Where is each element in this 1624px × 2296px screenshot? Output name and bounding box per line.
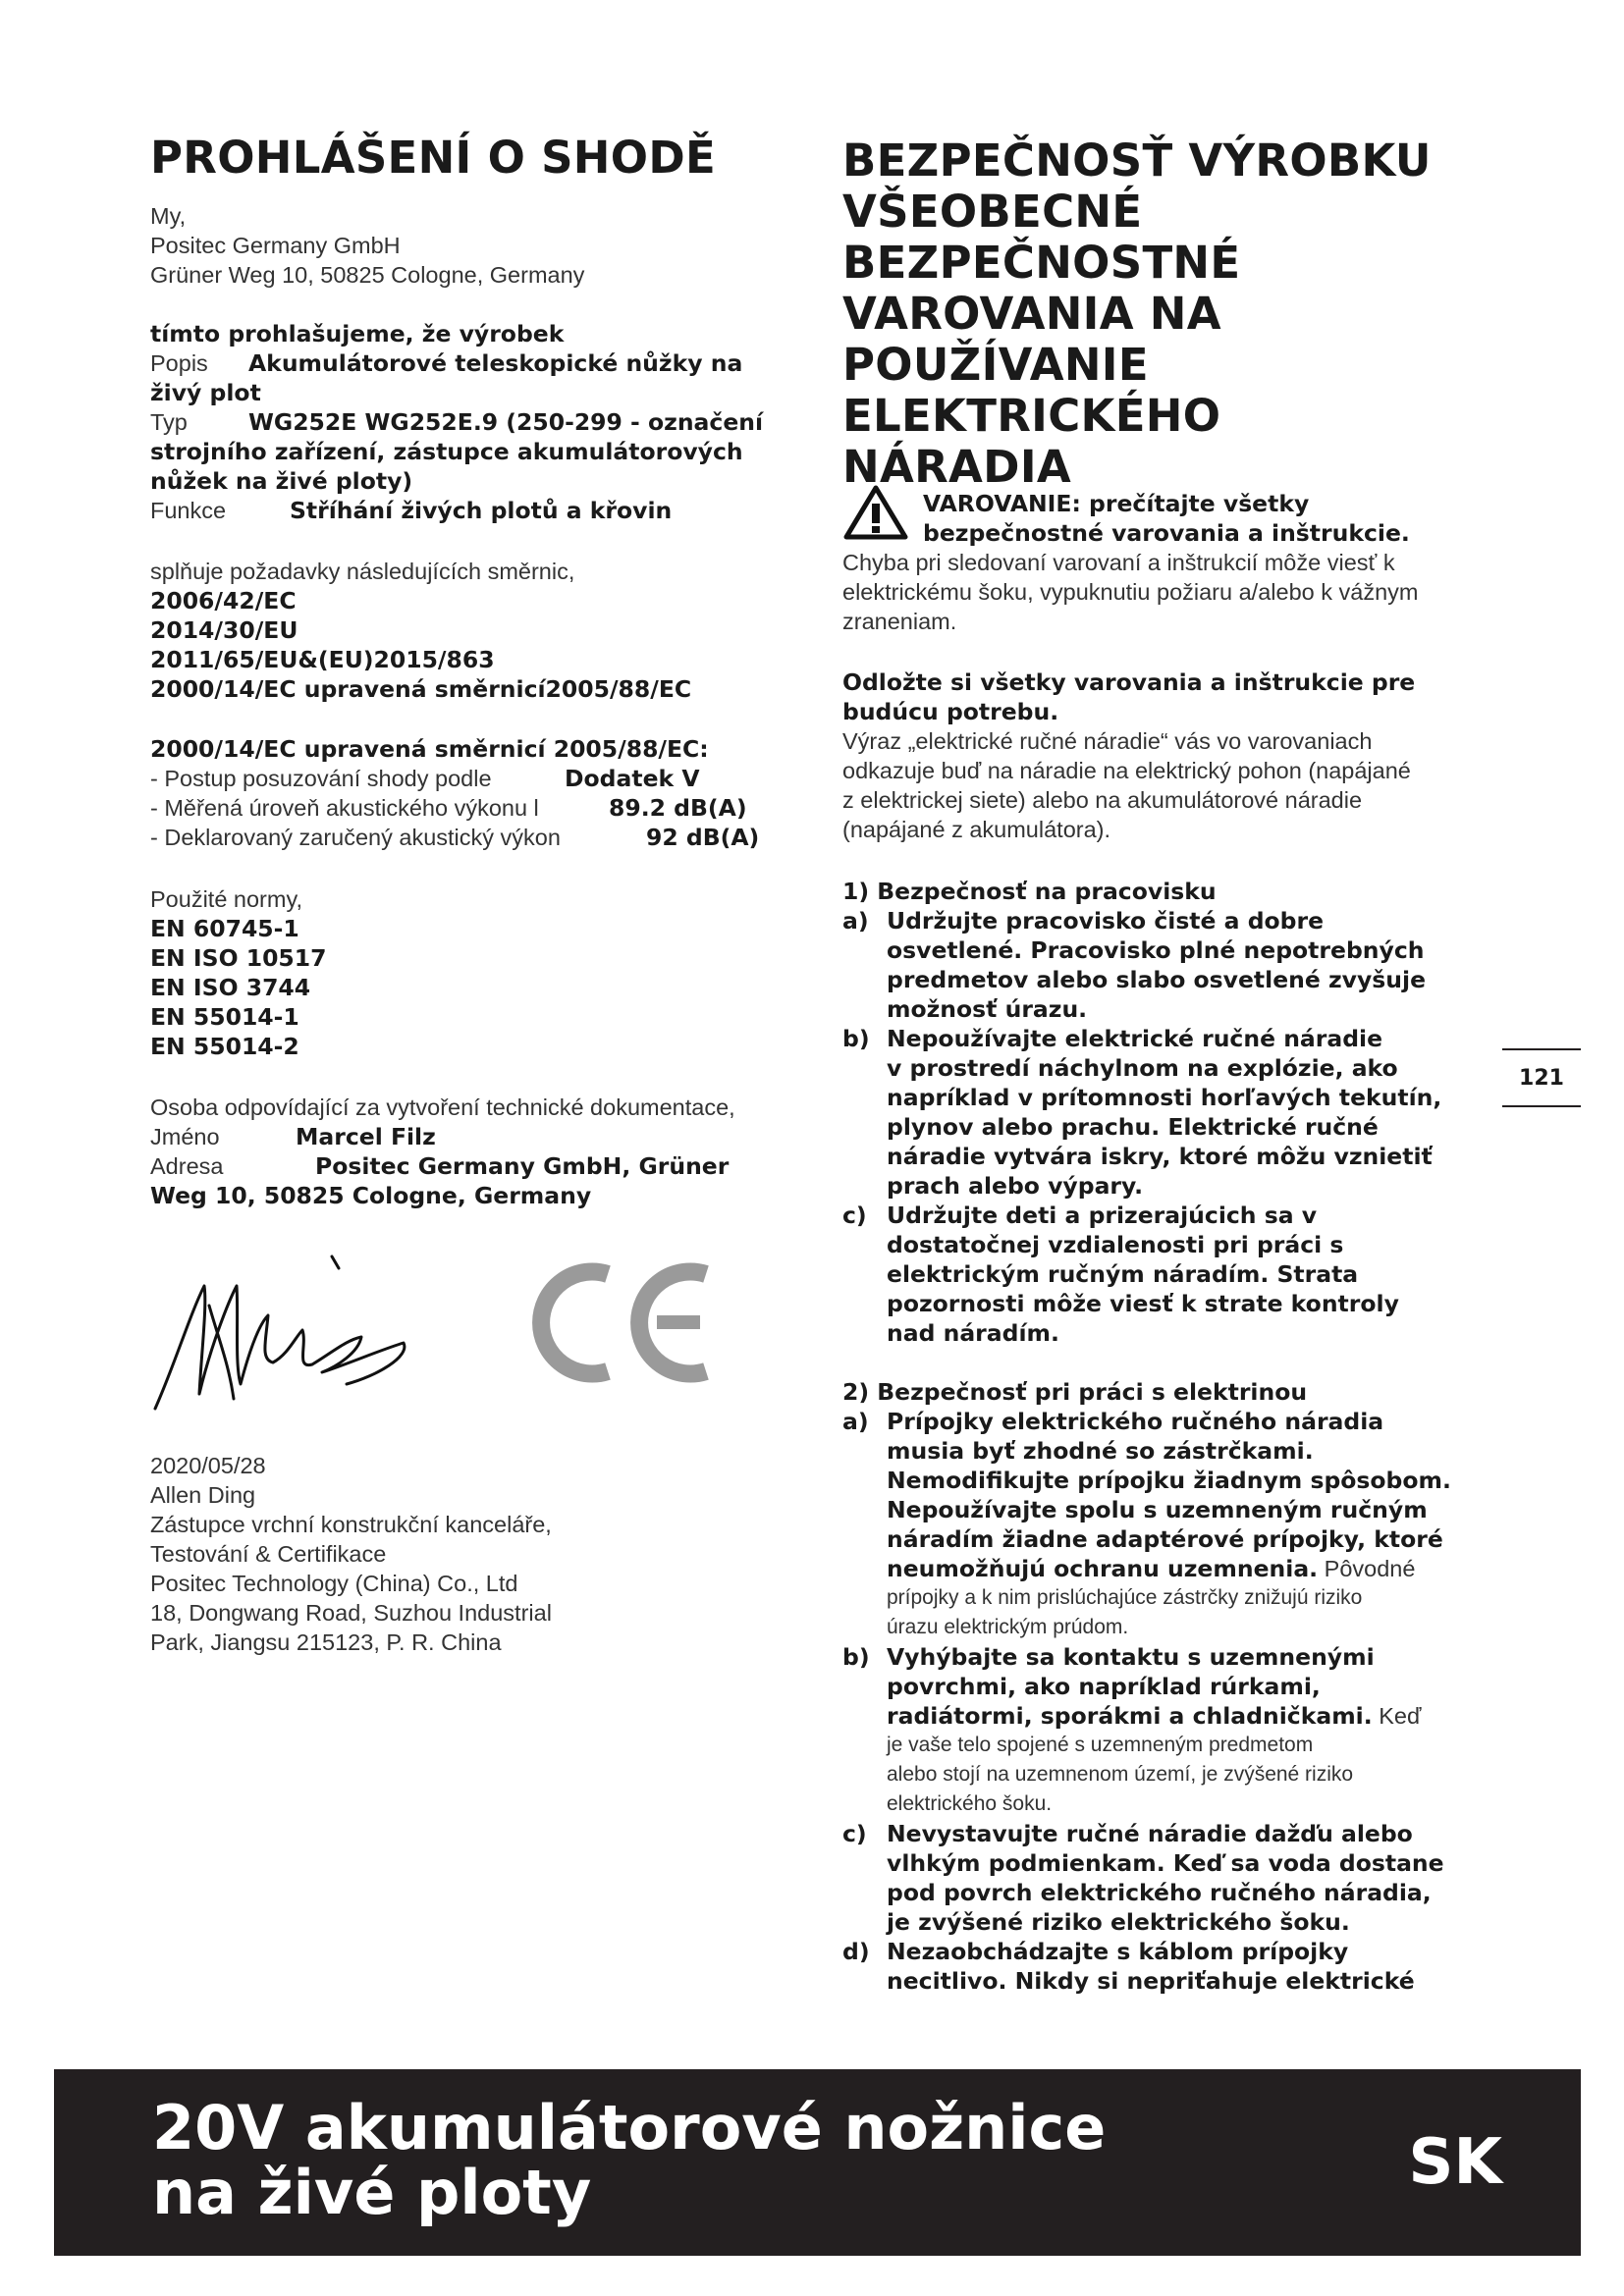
s2-item-b [842, 1642, 1490, 1819]
item-line: prípojky a k nim prislúchajúce zástrčky znižujú riziko [887, 1586, 1363, 1609]
standard-item: EN 55014-1 [150, 1003, 299, 1031]
typ-label: Typ [150, 409, 188, 435]
language-code: SK [1408, 2126, 1502, 2199]
noise-value: 92 dB(A) [646, 824, 760, 851]
warning-bold [923, 489, 1410, 548]
signoff-line: Zástupce vrchní konstrukční kanceláře, [150, 1512, 552, 1537]
keep-bold-line: Odložte si všetky varovania a inštrukcie pre [842, 668, 1416, 696]
item-marker: a) [842, 907, 869, 934]
footer-title-line: na živé ploty [152, 2157, 592, 2228]
standards-block [150, 884, 327, 1061]
section-1-title: 1) Bezpečnosť na pracovisku [842, 878, 1217, 905]
footer-title-line: 20V akumulátorové nožnice [152, 2092, 1107, 2163]
s2-item-c [842, 1819, 1490, 1937]
item-line: Udržujte pracovisko čisté a dobre [887, 907, 1325, 934]
typ-value-cont: nůžek na živé ploty) [150, 467, 413, 495]
item-line: Nevystavujte ručné náradie dažďu alebo [887, 1820, 1413, 1847]
item-marker: b) [842, 1025, 870, 1052]
intro-line: Positec Germany GmbH [150, 233, 401, 258]
noise-value: 89.2 dB(A) [609, 794, 747, 822]
adresa-label: Adresa [150, 1153, 224, 1179]
signoff-line: 18, Dongwang Road, Suzhou Industrial [150, 1600, 552, 1626]
signoff-line: Allen Ding [150, 1482, 256, 1508]
item-line: vlhkým podmienkam. Keď sa voda dostane [887, 1849, 1444, 1877]
keep-text-line: Výraz „elektrické ručné náradie“ vás vo varovaniach [842, 728, 1373, 754]
s1-item-c [842, 1201, 1490, 1348]
item-line: elektrickým ručným náradím. Strata [887, 1260, 1359, 1288]
signoff-line: Positec Technology (China) Co., Ltd [150, 1571, 518, 1596]
tech-doc-intro: Osoba odpovídající za vytvoření technické dokumentace, [150, 1095, 735, 1120]
noise-label: - Postup posuzování shody podle [150, 766, 492, 791]
keep-instructions-block [842, 667, 1415, 844]
item-line: Nezaobchádzajte s káblom prípojky [887, 1938, 1349, 1965]
warning-text [842, 548, 1418, 636]
safety-heading-line: BEZPEČNOSTNÉ [842, 237, 1241, 289]
ce-mark-icon [531, 1256, 718, 1389]
signoff-line: Testování & Certifikace [150, 1541, 387, 1567]
directives-intro: splňuje požadavky následujících směrnic, [150, 559, 575, 584]
item-line: povrchmi, ako napríklad rúrkami, [887, 1673, 1321, 1700]
directives-block [150, 557, 691, 704]
declare-line: tímto prohlašujeme, že výrobek [150, 320, 565, 347]
item-line: Nepoužívajte spolu s uzemneným ručným [887, 1496, 1428, 1523]
section-2-title: 2) Bezpečnosť pri práci s elektrinou [842, 1378, 1308, 1406]
warning-text-line: zraneniam. [842, 609, 957, 634]
item-line: plynov alebo prachu. Elektrické ručné [887, 1113, 1379, 1141]
footer-title [152, 2092, 1107, 2228]
adresa-value: Positec Germany GmbH, Grüner [315, 1152, 730, 1180]
item-line-bold: neumožňujú ochranu uzemnenia. [887, 1555, 1319, 1582]
footer-banner [54, 2069, 1581, 2256]
warning-text-line: elektrickému šoku, vypuknutiu požiaru a/alebo k vážnym [842, 579, 1419, 605]
item-line-reg: Pôvodné [1318, 1556, 1416, 1581]
standard-item: EN ISO 3744 [150, 974, 311, 1001]
item-line: nad náradím. [887, 1319, 1059, 1347]
item-line: Vyhýbajte sa kontaktu s uzemnenými [887, 1643, 1375, 1671]
adresa-value-cont: Weg 10, 50825 Cologne, Germany [150, 1182, 592, 1209]
jmeno-label: Jméno [150, 1124, 220, 1149]
safety-heading-line: ELEKTRICKÉHO [842, 390, 1221, 442]
tech-doc-block [150, 1093, 838, 1210]
s2-item-a [842, 1407, 1490, 1642]
signoff-block [150, 1451, 552, 1657]
item-line: je vaše telo spojené s uzemneným predmetom [887, 1734, 1314, 1756]
item-line: pod povrch elektrického ručného náradia, [887, 1879, 1432, 1906]
item-line: náradie vytvára iskry, ktoré môžu vznietiť [887, 1143, 1433, 1170]
item-line: Prípojky elektrického ručného náradia [887, 1408, 1384, 1435]
standard-item: EN 60745-1 [150, 915, 299, 942]
page-number-rule-top [1502, 1048, 1581, 1050]
keep-bold-line: budúcu potrebu. [842, 698, 1059, 725]
item-line: Nemodifikujte prípojku žiadnym spôsobom. [887, 1467, 1451, 1494]
noise-label: - Měřená úroveň akustického výkonu l [150, 795, 539, 821]
safety-heading [842, 135, 1432, 493]
safety-heading-line: POUŽÍVANIE [842, 339, 1149, 391]
funkce-value: Stříhání živých plotů a křovin [290, 497, 673, 524]
item-line: predmetov alebo slabo osvetlené zvyšuje [887, 966, 1427, 993]
item-marker: c) [842, 1820, 867, 1847]
item-line: musia byť zhodné so zástrčkami. [887, 1437, 1314, 1465]
item-marker: c) [842, 1201, 867, 1229]
item-line: Udržujte deti a prizerajúcich sa v [887, 1201, 1318, 1229]
warning-line: bezpečnostné varovania a inštrukcie. [923, 519, 1410, 547]
page-number-rule-bottom [1502, 1105, 1581, 1107]
item-line: osvetlené. Pracovisko plné nepotrebných [887, 936, 1425, 964]
popis-label: Popis [150, 350, 208, 376]
item-line: prach alebo výpary. [887, 1172, 1144, 1200]
popis-value-cont: živý plot [150, 379, 261, 406]
directive-item: 2006/42/EC [150, 587, 297, 614]
item-marker: b) [842, 1643, 870, 1671]
product-block [150, 319, 828, 525]
item-line: náradím žiadne adaptérové prípojky, ktoré [887, 1525, 1443, 1553]
item-line: úrazu elektrickým prúdom. [887, 1616, 1129, 1638]
noise-label: - Deklarovaný zaručený akustický výkon [150, 825, 561, 850]
standard-item: EN 55014-2 [150, 1033, 299, 1060]
intro-line: My, [150, 203, 187, 229]
item-line: dostatočnej vzdialenosti pri práci s [887, 1231, 1344, 1258]
signature-image [150, 1247, 464, 1423]
item-line: Nepoužívajte elektrické ručné náradie [887, 1025, 1383, 1052]
signoff-line: 2020/05/28 [150, 1453, 266, 1478]
s1-item-b [842, 1024, 1490, 1201]
item-line: je zvýšené riziko elektrického šoku. [887, 1908, 1350, 1936]
item-marker: a) [842, 1408, 869, 1435]
s1-item-a [842, 906, 1490, 1024]
keep-text-line: odkazuje buď na náradie na elektrický pohon (napájané [842, 758, 1411, 783]
intro-line: Grüner Weg 10, 50825 Cologne, Germany [150, 262, 585, 288]
warning-line: VAROVANIE: prečítajte všetky [923, 490, 1310, 517]
item-line: pozornosti môže viesť k strate kontroly [887, 1290, 1399, 1317]
safety-heading-line: VŠEOBECNÉ [842, 186, 1143, 238]
noise-block [150, 734, 828, 852]
jmeno-value: Marcel Filz [296, 1123, 436, 1150]
directive-item: 2000/14/EC upravená směrnicí2005/88/EC [150, 675, 692, 703]
item-line: elektrického šoku. [887, 1792, 1053, 1815]
keep-text-line: (napájané z akumulátora). [842, 817, 1111, 842]
signoff-line: Park, Jiangsu 215123, P. R. China [150, 1629, 502, 1655]
safety-heading-line: BEZPEČNOSŤ VÝROBKU [842, 134, 1432, 187]
safety-heading-line: NÁRADIA [842, 441, 1071, 493]
item-line: napríklad v prítomnosti horľavých tekutín, [887, 1084, 1442, 1111]
warning-triangle-icon [842, 484, 909, 541]
item-marker: d) [842, 1938, 870, 1965]
safety-heading-line: VAROVANIA NA [842, 288, 1221, 340]
directive-item: 2011/65/EU&(EU)2015/863 [150, 646, 495, 673]
noise-heading: 2000/14/EC upravená směrnicí 2005/88/EC: [150, 735, 709, 763]
item-line: alebo stojí na uzemnenom území, je zvýšené riziko [887, 1763, 1354, 1786]
item-line: možnosť úrazu. [887, 995, 1088, 1023]
popis-value: Akumulátorové teleskopické nůžky na [248, 349, 743, 377]
item-line-bold: radiátormi, sporákmi a chladničkami. [887, 1702, 1373, 1730]
item-line-reg: Keď [1372, 1703, 1422, 1729]
intro-block [150, 201, 584, 290]
standard-item: EN ISO 10517 [150, 944, 327, 972]
page-number: 121 [1519, 1066, 1564, 1091]
item-line: necitlivo. Nikdy si nepriťahuje elektrické [887, 1967, 1415, 1995]
warning-text-line: Chyba pri sledovaní varovaní a inštrukcií môže viesť k [842, 550, 1395, 575]
item-line: v prostredí náchylnom na explózie, ako [887, 1054, 1398, 1082]
funkce-label: Funkce [150, 498, 227, 523]
typ-value: WG252E WG252E.9 (250-299 - označení [248, 408, 764, 436]
s2-item-d [842, 1937, 1490, 1996]
declaration-heading: PROHLÁŠENÍ O SHODĚ [150, 132, 717, 184]
noise-value: Dodatek V [565, 765, 700, 792]
keep-text-line: z elektrickej siete) alebo na akumulátorové náradie [842, 787, 1363, 813]
typ-value-cont: strojního zařízení, zástupce akumulátorových [150, 438, 743, 465]
directive-item: 2014/30/EU [150, 616, 298, 644]
standards-intro: Použité normy, [150, 886, 302, 912]
